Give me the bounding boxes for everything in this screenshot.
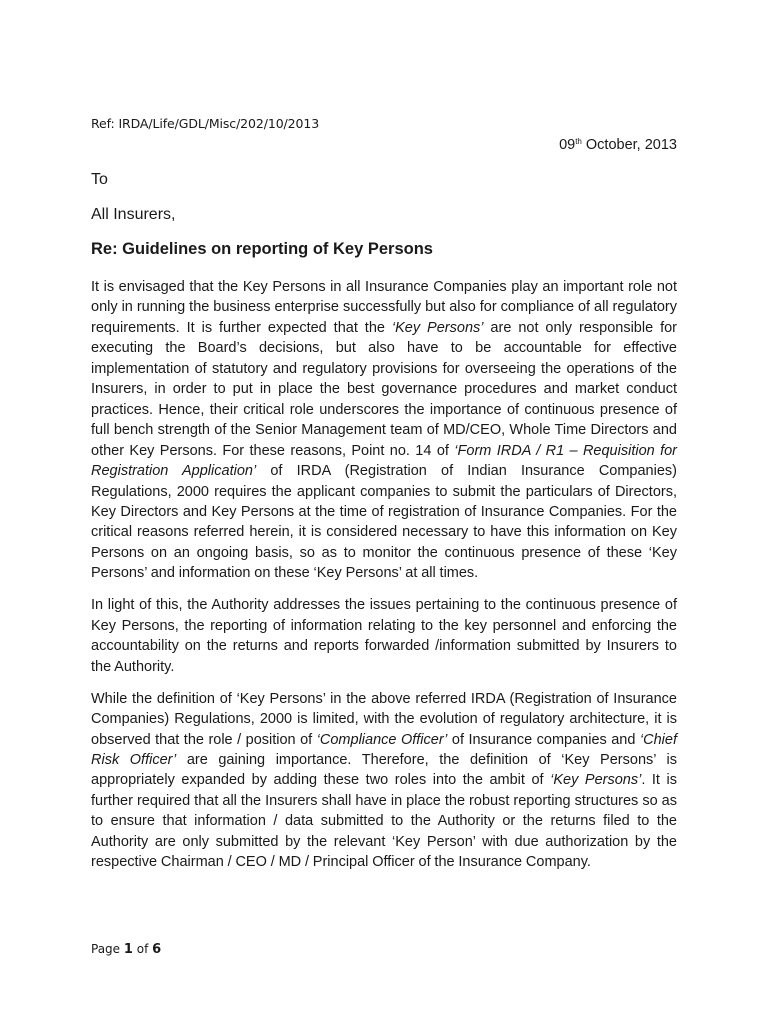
date-month-year: October, 2013 [581, 137, 677, 153]
paragraph-3-italic-compliance-officer: ‘Compliance Officer’ [316, 731, 448, 748]
paragraph-2: In light of this, the Authority addresses the issues pertaining to the continuous presence of Key Persons, the reporting of information relating to the key personnel and enforcing the accountability on the returns and reports forwarded /information submitted by Insurers to the Authority. [91, 597, 677, 675]
paragraph-3-text-e: are gaining importance. Therefore, the definition of ‘Key Persons’ is appropriately expanded by adding these two roles into the ambit of [91, 751, 677, 789]
paragraph-1-text-c: are not only responsible for executing the Board’s decisions, but also have to be accountable for effective implementation of statutory and regulatory provisions for overseeing the operations of the Insurers, in order to put in place the best governance procedures and market conduct practices. Hence, their critical role underscores the importance of continuous presence of full bench strength of the Senior Management team of MD/CEO, Whole Time Directors and other Key Persons. For these reasons, Point no. 14 of [91, 319, 678, 459]
current-page-number: 1 [123, 942, 133, 957]
subject-line: Re: Guidelines on reporting of Key Persons [91, 240, 433, 258]
paragraph-1-text-a: It is envisaged that the Key Persons in all Insurance Companies play an important role not only in running the business enterprise successfully but also for compliance of all regulatory requirements. It is further expected that the [91, 279, 677, 336]
paragraph-3-italic-chief-risk-officer: ‘Chief Risk Officer’ [91, 731, 677, 768]
date-ordinal-suffix: th [575, 137, 582, 146]
paragraph-3-text-c: of Insurance companies and [447, 731, 640, 748]
page-label: Page [91, 942, 124, 956]
paragraph-1-italic-form-reference: ‘Form IRDA / R1 – Requisition for Registration Application’ [91, 442, 677, 480]
paragraph-3 [91, 689, 677, 873]
paragraph-3-italic-key-persons: ‘Key Persons’ [550, 772, 642, 789]
paragraph-1 [91, 277, 677, 584]
page-of-label: of [132, 942, 153, 956]
paragraph-3-text-g: . It is further required that all the Insurers shall have in place the robust reporting structures so as to ensure that information / data submitted to the Authority or the returns filed to the Authority are only submitted by the relevant ‘Key Person’ with due authorization by the respective Chairman / CEO / MD / Principal Officer of the Insurance Company. [91, 772, 677, 871]
salutation: To [91, 171, 108, 188]
recipients: All Insurers, [91, 206, 176, 223]
paragraph-1-text-e: of IRDA (Registration of Indian Insurance Companies) Regulations, 2000 requires the applicant companies to submit the particulars of Directors, Key Directors and Key Persons at the time of registration of Insurance Companies. For the critical reasons referred herein, it is considered necessary to have this information on Key Persons on an ongoing basis, so as to monitor the continuous presence of these ‘Key Persons’ and information on these ‘Key Persons’ at all times. [91, 463, 677, 582]
letter-date [559, 137, 677, 153]
date-day: 09 [559, 137, 576, 153]
total-page-count: 6 [152, 942, 162, 957]
paragraph-1-italic-key-persons: ‘Key Persons’ [391, 319, 484, 336]
letter-body [91, 277, 677, 884]
paragraph-3-text-a: While the definition of ‘Key Persons’ in the above referred IRDA (Registration of Insurance Companies) Regulations, 2000 is limited, with the evolution of regulatory architecture, it is observed that the role / position of [91, 690, 677, 748]
reference-number: Ref: IRDA/Life/GDL/Misc/202/10/2013 [91, 116, 320, 131]
page-number-footer [91, 942, 161, 957]
